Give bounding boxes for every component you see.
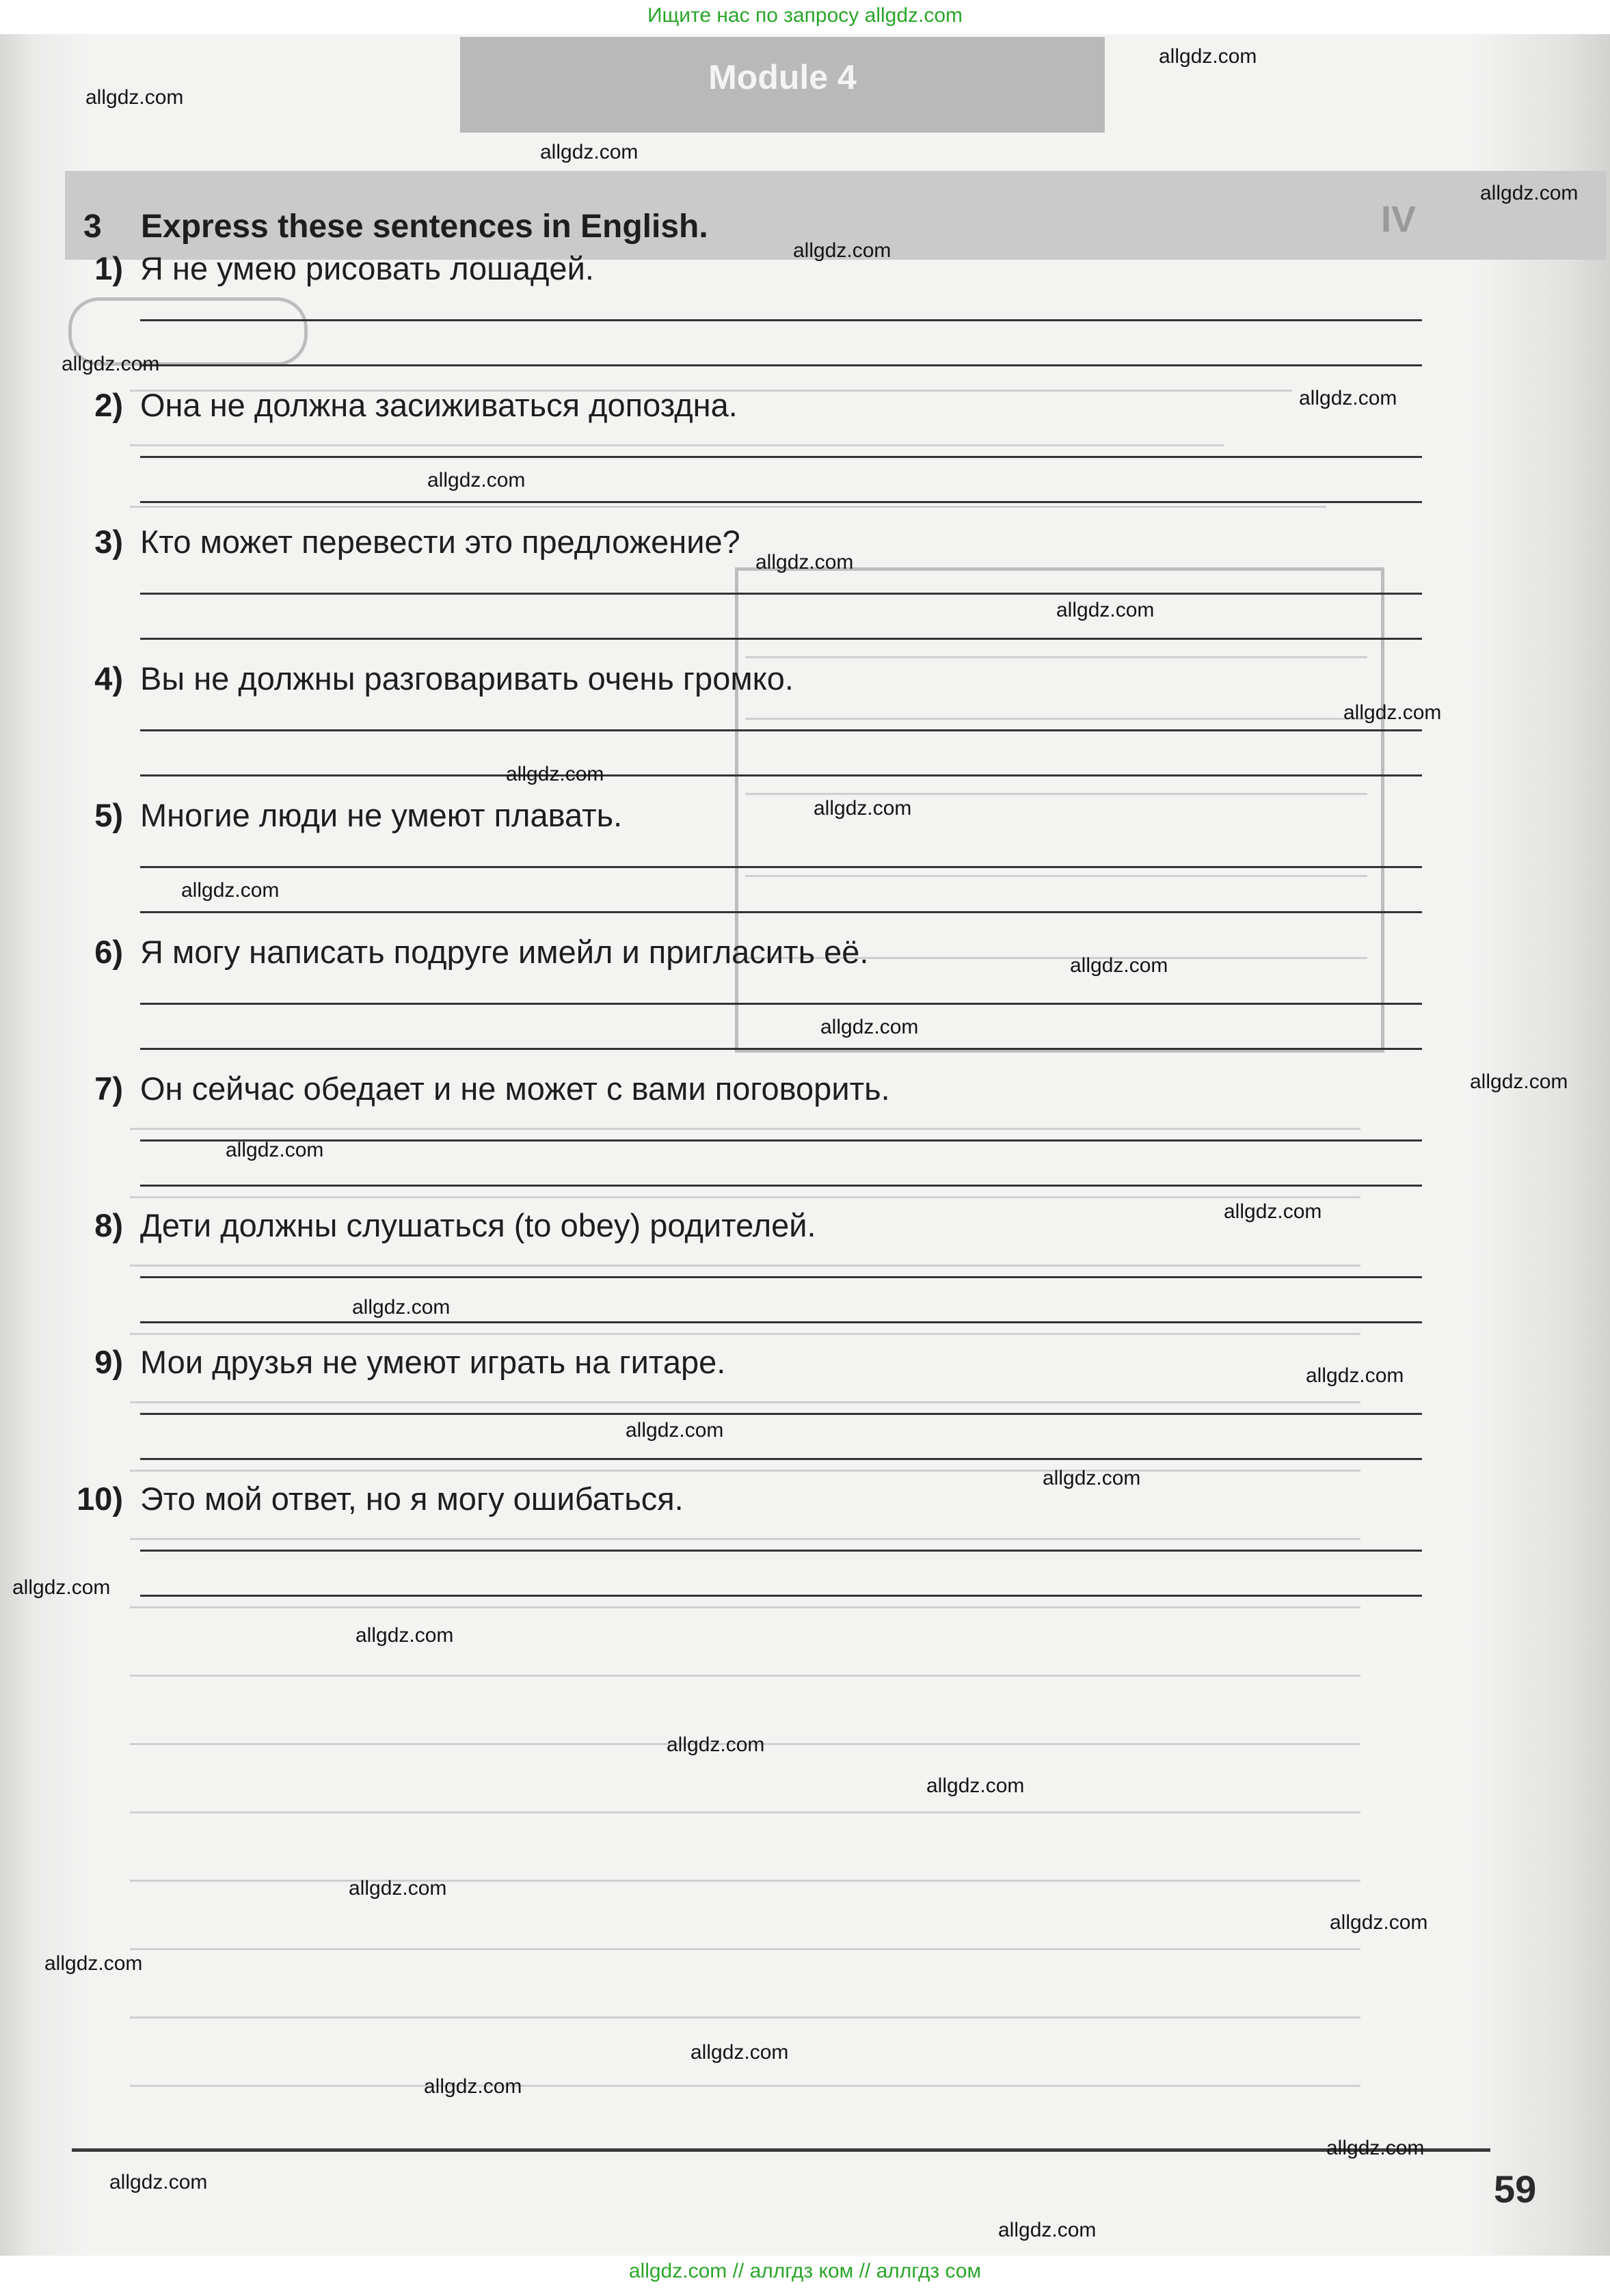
exercise-number: 3 (83, 208, 102, 245)
exercise-item-4 (68, 660, 1422, 714)
show-through-line (130, 1811, 1360, 1813)
show-through-line (130, 1880, 1360, 1882)
watermark: allgdz.com (1480, 182, 1579, 204)
item-sentence: Я не умею рисовать лошадей. (140, 250, 594, 286)
show-through-line (130, 1606, 1360, 1608)
watermark: allgdz.com (352, 1296, 451, 1319)
answer-line[interactable] (140, 911, 1422, 913)
item-number: 2) (94, 387, 123, 423)
show-through-line (745, 718, 1367, 720)
item-sentence: Мои друзья не умеют играть на гитаре. (140, 1344, 726, 1380)
show-through-line (130, 1538, 1360, 1540)
item-number: 8) (94, 1207, 123, 1243)
answer-line[interactable] (140, 364, 1422, 366)
show-through-line (130, 1948, 1360, 1950)
watermark: allgdz.com (44, 1952, 143, 1975)
watermark: allgdz.com (755, 551, 854, 573)
exercise-item-10 (68, 1480, 1422, 1535)
watermark: allgdz.com (506, 763, 604, 785)
watermark: allgdz.com (626, 1419, 724, 1442)
top-banner[interactable]: Ищите нас по запросу allgdz.com (647, 4, 963, 27)
watermark: allgdz.com (814, 797, 912, 820)
answer-line[interactable] (140, 1185, 1422, 1187)
show-through-heading: IV (1381, 199, 1417, 240)
watermark: allgdz.com (226, 1139, 324, 1161)
show-through-line (130, 1196, 1360, 1198)
answer-line[interactable] (140, 774, 1422, 776)
workbook-page (0, 34, 1610, 2256)
exercise-instruction: Express these sentences in English. (141, 208, 708, 245)
answer-line[interactable] (140, 456, 1422, 458)
watermark: allgdz.com (12, 1576, 111, 1599)
show-through-line (130, 2085, 1360, 2087)
item-sentence: Он сейчас обедает и не может с вами поговорить. (140, 1070, 890, 1107)
show-through-line (130, 2016, 1360, 2018)
item-sentence: Дети должны слушаться (to obey) родителей. (140, 1207, 816, 1243)
answer-line[interactable] (140, 1550, 1422, 1552)
show-through-line (130, 1265, 1360, 1267)
watermark: allgdz.com (349, 1877, 447, 1900)
answer-line[interactable] (140, 1139, 1422, 1142)
show-through-line (130, 444, 1224, 446)
watermark: allgdz.com (667, 1733, 765, 1756)
watermark: allgdz.com (820, 1016, 919, 1038)
item-number: 3) (94, 524, 123, 560)
item-sentence: Она не должна засиживаться допоздна. (140, 387, 738, 423)
show-through-line (745, 793, 1367, 795)
answer-line[interactable] (140, 319, 1422, 321)
exercise-item-7 (68, 1070, 1422, 1124)
module-label: Module 4 (708, 58, 857, 96)
exercise-item-8 (68, 1206, 1422, 1261)
watermark: allgdz.com (355, 1624, 454, 1647)
exercise-item-9 (68, 1343, 1422, 1398)
answer-line[interactable] (140, 1048, 1422, 1050)
show-through-line (130, 1675, 1360, 1677)
exercise-item-5 (68, 796, 1422, 851)
show-through-line (130, 1128, 1360, 1130)
watermark: allgdz.com (1306, 1364, 1404, 1387)
answer-line[interactable] (140, 1413, 1422, 1415)
answer-line[interactable] (140, 638, 1422, 640)
answer-line[interactable] (140, 1458, 1422, 1460)
watermark: allgdz.com (1043, 1467, 1141, 1489)
show-through-line (745, 656, 1367, 658)
watermark: allgdz.com (1070, 954, 1168, 977)
exercise-item-2 (68, 386, 1422, 441)
answer-line[interactable] (140, 593, 1422, 595)
answer-line[interactable] (140, 866, 1422, 868)
watermark: allgdz.com (998, 2219, 1097, 2241)
exercise-item-6 (68, 933, 1422, 988)
watermark: allgdz.com (62, 353, 160, 375)
show-through-line (130, 1401, 1360, 1403)
page-number: 59 (1494, 2167, 1537, 2211)
watermark: allgdz.com (540, 141, 639, 163)
item-number: 5) (94, 797, 123, 833)
item-number: 6) (94, 934, 123, 970)
item-sentence: Вы не должны разговаривать очень громко. (140, 660, 794, 697)
item-number: 9) (94, 1344, 123, 1380)
item-sentence: Это мой ответ, но я могу ошибаться. (140, 1481, 684, 1517)
watermark: allgdz.com (1159, 45, 1257, 68)
item-sentence: Многие люди не умеют плавать. (140, 797, 623, 833)
answer-line[interactable] (140, 501, 1422, 503)
bottom-banner[interactable]: allgdz.com // аллгдз ком // аллгдз сом (628, 2260, 982, 2282)
module-tab (460, 37, 1105, 133)
watermark: allgdz.com (427, 469, 526, 491)
item-sentence: Кто может перевести это предложение? (140, 524, 740, 560)
watermark: allgdz.com (926, 1774, 1025, 1797)
answer-line[interactable] (140, 1321, 1422, 1323)
item-number: 7) (94, 1070, 123, 1107)
watermark: allgdz.com (1326, 2137, 1425, 2159)
item-number: 1) (94, 250, 123, 286)
watermark: allgdz.com (1330, 1911, 1428, 1934)
answer-line[interactable] (140, 729, 1422, 731)
answer-line[interactable] (140, 1595, 1422, 1597)
answer-line[interactable] (140, 1276, 1422, 1278)
watermark: allgdz.com (424, 2075, 522, 2098)
watermark: allgdz.com (1343, 701, 1442, 724)
watermark: allgdz.com (1224, 1200, 1322, 1223)
watermark: allgdz.com (85, 86, 184, 109)
watermark: allgdz.com (181, 879, 280, 902)
item-sentence: Я могу написать подруге имейл и пригласить её. (140, 934, 869, 970)
show-through-line (745, 875, 1367, 877)
watermark: allgdz.com (1056, 599, 1155, 621)
watermark: allgdz.com (793, 239, 891, 262)
watermark: allgdz.com (1470, 1070, 1568, 1093)
show-through-line (130, 1470, 1360, 1472)
exercise-item-3 (68, 523, 1422, 578)
exercise-item-1 (68, 249, 1422, 304)
footer-rule (72, 2148, 1490, 2152)
answer-line[interactable] (140, 1003, 1422, 1005)
watermark: allgdz.com (690, 2041, 789, 2064)
show-through-line (130, 506, 1326, 508)
item-number: 4) (94, 660, 123, 697)
item-number: 10) (77, 1481, 123, 1517)
show-through-line (130, 1333, 1360, 1335)
exercise-title (83, 208, 708, 245)
watermark: allgdz.com (1299, 387, 1397, 409)
watermark: allgdz.com (109, 2171, 208, 2193)
